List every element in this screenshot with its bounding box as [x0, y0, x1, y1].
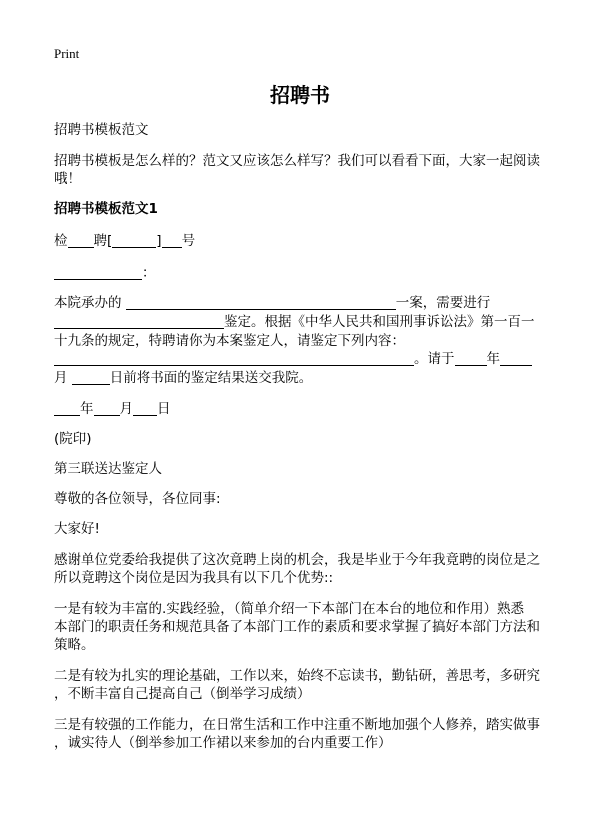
blank-field: [126, 295, 396, 310]
pin-text: 聘[: [93, 233, 113, 249]
law-text: 鉴定。根据《中华人民共和国刑事诉讼法》第一百一: [224, 314, 535, 330]
before-date-text: 日前将书面的鉴定结果送交我院。: [109, 370, 313, 386]
paragraph-2-line-1: 一是有较为丰富的.实践经验，（简单介绍一下本部门在本台的地位和作用）熟悉: [54, 601, 525, 617]
blank-field: [72, 370, 110, 385]
jian-text: 检: [54, 233, 68, 249]
subtitle: 招聘书模板范文: [54, 122, 149, 138]
blank-field: [68, 233, 94, 248]
form-number-line: [54, 230, 195, 252]
colon-text: ：: [142, 265, 156, 281]
blank-field: [54, 314, 224, 329]
date-line: [54, 398, 171, 420]
document-title: 招聘书: [270, 83, 330, 107]
paragraph-1-line-2: 所以竟聘这个岗位是因为我具有以下几个优势::: [54, 570, 334, 586]
section-heading: 招聘书模板范文1: [54, 201, 158, 217]
blank-field: [54, 265, 142, 280]
date-day-text: 日: [157, 401, 171, 417]
paragraph-2-line-2: 本部门的职责任务和规范具备了本部门工作的素质和要求掌握了搞好本部门方法和: [54, 619, 540, 635]
blank-field: [162, 233, 182, 248]
paragraph-4-line-2: ，诚实待人（倒举参加工作裙以来参加的台内重要工作）: [54, 735, 392, 751]
intro-line-2: 哦！: [54, 171, 81, 187]
article-line: 十九条的规定，特聘请你为本案鉴定人，请鉴定下列内容：: [54, 333, 405, 349]
case-prefix-text: 本院承办的: [54, 295, 122, 311]
close-bracket-text: ]: [156, 233, 162, 249]
blank-field: [54, 401, 80, 416]
paragraph-3-line-2: ，不断丰富自己提高自己（倒举学习成绩）: [54, 686, 311, 702]
paragraph-4-line-1: 三是有较强的工作能力，在日常生活和工作中注重不断地加强个人修养，踏实做事: [54, 717, 540, 733]
blank-field: [94, 401, 120, 416]
date-month-text: 月: [119, 401, 133, 417]
copy-text: 第三联送达鉴定人: [54, 461, 162, 477]
seal-text: (院印): [54, 431, 92, 447]
print-label: Print: [54, 46, 80, 61]
blank-field: [112, 233, 156, 248]
paragraph-2-line-3: 策略。: [54, 637, 95, 653]
date-year-text: 年: [80, 401, 94, 417]
paragraph-1-line-1: 感谢单位党委给我提供了这次竟聘上岗的机会，我是毕业于今年我竟聘的岗位是之: [54, 552, 540, 568]
blank-field: [500, 351, 532, 366]
year-text: 年: [486, 351, 500, 367]
please-in-text: 。请于: [414, 351, 455, 367]
paragraph-3-line-1: 二是有较为扎实的理论基础，工作以来，始终不忘读书，勤钻研，善思考，多研究: [54, 668, 540, 684]
addressee-line: [54, 262, 156, 284]
speech-greeting-1: 尊敬的各位领导，各位同事:: [54, 491, 221, 507]
deadline-line: [54, 367, 312, 389]
blank-field: [133, 401, 157, 416]
month-text: 月: [54, 370, 68, 386]
case-suffix-text: 一案，需要进行: [395, 295, 491, 311]
blank-field: [455, 351, 487, 366]
speech-greeting-2: 大家好!: [54, 521, 100, 537]
intro-line-1: 招聘书模板是怎么样的？范文又应该怎么样写？我们可以看看下面，大家一起阅读: [54, 153, 540, 169]
blank-field: [54, 351, 414, 366]
hao-text: 号: [181, 233, 196, 249]
